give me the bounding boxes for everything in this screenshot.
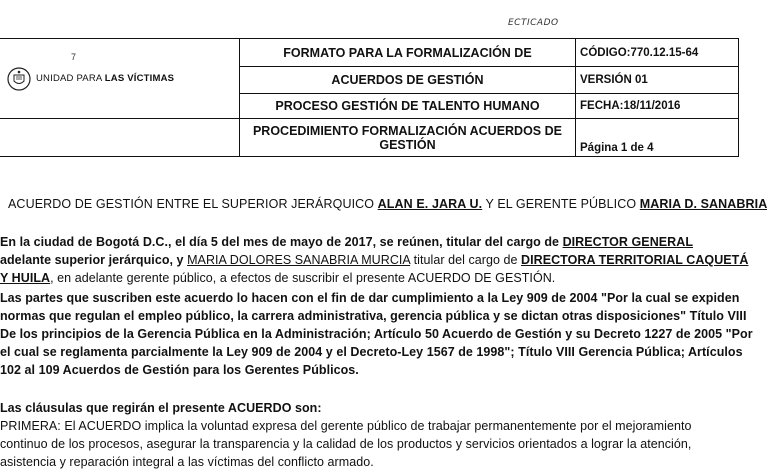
- document-version: VERSIÓN 01: [576, 67, 739, 94]
- unidad-victimas-logo: [0, 66, 239, 92]
- paragraph-intro-line2: adelante superior jerárquico, y MARIA DOLORES SANABRIA MURCIA titular del cargo de DIRECTORA TERRITORIAL CAQUETÁ: [0, 253, 749, 267]
- format-title-line2: ACUERDOS DE GESTIÓN: [239, 67, 575, 94]
- logo-text: UNIDAD PARA LAS VÍCTIMAS: [36, 73, 175, 84]
- document-code: CÓDIGO:770.12.15-64: [576, 39, 739, 67]
- clause-first-line2: continuo de los procesos, asegurar la transparencia y la calidad de los productos y servicios orientados a lograr la atención,: [0, 437, 692, 451]
- paragraph-legal-line3: De los principios de la Gerencia Pública en la Administración; Artículo 50 Acuerdo de Gestión y su Decreto 1227 de 2005 "Por: [0, 327, 753, 341]
- pen-mark: 7: [71, 52, 77, 62]
- paragraph-intro-line3: Y HUILA, en adelante gerente público, a efectos de suscribir el presente ACUERDO DE GESTIÓN.: [0, 271, 556, 285]
- format-title-line1: FORMATO PARA LA FORMALIZACIÓN DE: [239, 39, 575, 67]
- handwritten-annotation: ECTICADO: [508, 18, 559, 28]
- paragraph-legal-line5: 102 al 109 Acuerdos de Gestión para los Gerentes Públicos.: [0, 363, 359, 377]
- document-header-table: [0, 38, 739, 157]
- procedure-name: PROCEDIMIENTO FORMALIZACIÓN ACUERDOS DE GESTIÓN: [239, 119, 575, 157]
- logo-cell: [0, 39, 239, 119]
- paragraph-legal-line4: el cual se reglamenta parcialmente la Ley 909 de 2004 y el Decreto-Ley 1567 de 1998"; Título VIII Gerencia Pública; Artículos: [0, 345, 743, 359]
- superior-name: ALAN E. JARA U.: [377, 197, 483, 211]
- clauses-heading: Las cláusulas que regirán el presente ACUERDO son:: [0, 401, 322, 415]
- manager-name: MARIA D. SANABRIA: [639, 197, 767, 211]
- empty-cell: [0, 119, 239, 157]
- paragraph-legal-line2: normas que regulan el empleo público, la carrera administrativa, gerencia pública y se dictan otras disposiciones" Título VIII: [0, 309, 747, 323]
- document-date: FECHA:18/11/2016: [576, 94, 739, 119]
- clause-first-line1: PRIMERA: El ACUERDO implica la voluntad expresa del gerente público de trabajar permanentemente por el mejoramiento: [0, 419, 692, 433]
- page-number: Página 1 de 4: [576, 119, 739, 157]
- paragraph-legal-line1: Las partes que suscriben este acuerdo lo hacen con el fin de dar cumplimiento a la Ley 909 de 2004 "Por la cual se expiden: [0, 291, 740, 305]
- coat-of-arms-icon: [6, 66, 32, 92]
- paragraph-intro-line1: En la ciudad de Bogotá D.C., el día 5 del mes de mayo de 2017, se reúnen, titular del cargo de DIRECTOR GENERAL: [0, 235, 694, 249]
- agreement-title: ACUERDO DE GESTIÓN ENTRE EL SUPERIOR JERÁRQUICO ALAN E. JARA U. Y EL GERENTE PÚBLICO MARIA D. SANABRIA: [8, 197, 767, 211]
- clause-first-line3: asistencia y reparación integral a las víctimas del conflicto armado.: [0, 455, 374, 469]
- process-name: PROCESO GESTIÓN DE TALENTO HUMANO: [239, 94, 575, 119]
